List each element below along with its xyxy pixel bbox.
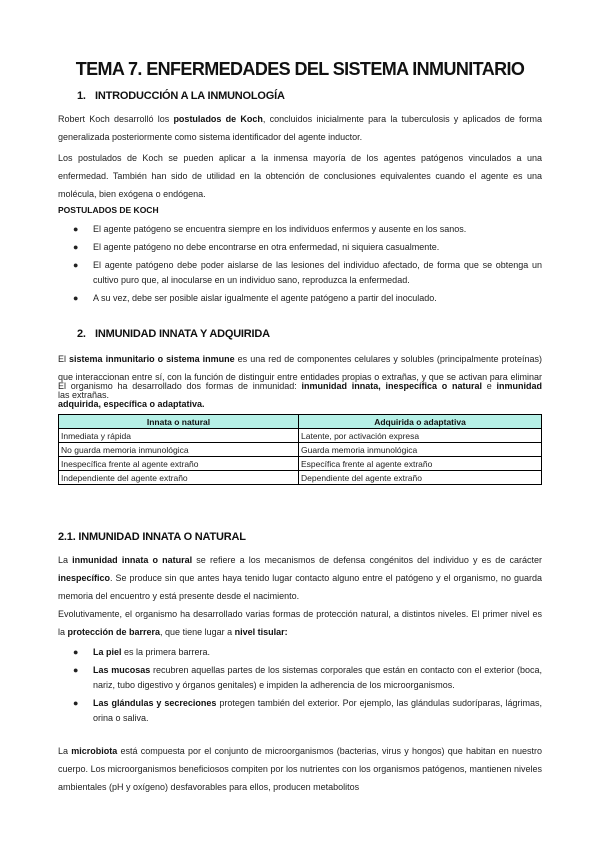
text-run: Evolutivamente, el organismo ha desarrollado varias formas de protección natural, a distintos niveles. El primer nivel es la — [58, 609, 542, 637]
list-item-text: El agente patógeno no debe encontrarse en otra enfermedad, ni siquiera casualmente. — [93, 242, 440, 252]
table-cell: Independiente del agente extraño — [59, 471, 299, 485]
text-run: se refiere a los mecanismos de defensa congénitos del individuo y es de carácter — [192, 555, 542, 565]
section-1-title: INTRODUCCIÓN A LA INMUNOLOGÍA — [95, 90, 285, 102]
text-run: El organismo ha desarrollado dos formas de inmunidad: — [58, 381, 302, 391]
list-item-text: El agente patógeno se encuentra siempre en los individuos enfermos y ausente en los sanos. — [93, 224, 467, 234]
section-2-1-heading: 2.1. INMUNIDAD INNATA O NATURAL — [58, 531, 246, 543]
document-title: TEMA 7. ENFERMEDADES DEL SISTEMA INMUNITARIO — [75, 59, 525, 79]
table-cell: Inespecífica frente al agente extraño — [59, 457, 299, 471]
list-item-text: A su vez, debe ser posible aislar igualmente el agente patógeno a partir del inoculado. — [93, 293, 437, 303]
table-cell: No guarda memoria inmunológica — [59, 443, 299, 457]
table-row — [59, 443, 542, 457]
section-2-1-paragraph-2 — [58, 605, 542, 641]
table-row — [59, 471, 542, 485]
bullet-icon: ● — [73, 665, 79, 675]
table-header-row — [59, 415, 542, 429]
bold-text: La piel — [93, 647, 122, 657]
table-cell: Inmediata y rápida — [59, 429, 299, 443]
bold-text: Las glándulas y secreciones — [93, 698, 217, 708]
text-run: está compuesta por el conjunto de microorganismos (bacterias, virus y hongos) que habitan en nuestro cuerpo. Los microorganismos beneficiosos compiten por los nutrientes con los organismos patógenos, mantienen niveles ambientales (pH y oxígeno) desfavorables para ellos, producen metabolitos — [58, 746, 542, 792]
table-cell: Dependiente del agente extraño — [299, 471, 542, 485]
list-item-text: El agente patógeno debe poder aislarse de las lesiones del individuo afectado, de forma que se obtenga un cultivo puro que, al inocularse en un individuo sano, reproduzca la enfermedad. — [93, 260, 542, 285]
text-run: . Se produce sin que antes haya tenido lugar contacto alguno entre el patógeno y el organismo, no guarda memoria del encuentro y está presente desde el nacimiento. — [58, 573, 542, 601]
bold-text: inmunidad innata o natural — [72, 555, 193, 565]
list-item — [58, 258, 542, 288]
text-run: La — [58, 555, 73, 565]
bold-text: nivel tisular: — [234, 627, 288, 637]
table-cell: Específica frente al agente extraño — [299, 457, 542, 471]
bold-text: sistema inmunitario o sistema inmune — [69, 354, 235, 364]
barreras-list — [58, 645, 542, 729]
text-run: Robert Koch desarrolló los — [58, 114, 174, 124]
list-item — [58, 645, 542, 660]
section-2-number: 2. — [77, 328, 86, 340]
section-2-1-paragraph-3 — [58, 742, 542, 796]
postulados-label: POSTULADOS DE KOCH — [58, 205, 159, 215]
bullet-icon: ● — [73, 260, 79, 270]
section-2-title: INMUNIDAD INNATA Y ADQUIRIDA — [95, 328, 270, 340]
table-row — [59, 457, 542, 471]
table-row — [59, 429, 542, 443]
table-cell: Latente, por activación expresa — [299, 429, 542, 443]
text-run: recubren aquellas partes de los sistemas corporales que están en contacto con el exterior (boca, nariz, tubo digestivo y órganos genitales) e impiden la adherencia de los microorganismos. — [93, 665, 542, 690]
section-1-paragraph-2: Los postulados de Koch se pueden aplicar a la inmensa mayoría de los agentes patógenos vinculados a una enfermedad. También han sido de utilidad en la obtención de conclusiones equivalentes cuando el agente es una molécula, bien exógena o endógena. — [58, 153, 542, 199]
bold-text: inmunidad adquirida, específica o adaptativa. — [58, 381, 542, 409]
table-header-adaptive: Adquirida o adaptativa — [299, 415, 542, 429]
bullet-icon: ● — [73, 224, 79, 234]
bullet-icon: ● — [73, 647, 79, 657]
list-item — [58, 240, 542, 255]
postulados-list — [58, 222, 542, 309]
section-2-paragraph-2 — [58, 377, 542, 413]
list-item — [58, 291, 542, 306]
section-2-heading — [77, 328, 270, 340]
text-run: e — [482, 381, 497, 391]
table-header-innate: Innata o natural — [59, 415, 299, 429]
section-2-1-paragraph-1 — [58, 551, 542, 605]
bullet-icon: ● — [73, 293, 79, 303]
text-run: El — [58, 354, 70, 364]
section-1-number: 1. — [77, 90, 86, 102]
list-item — [58, 696, 542, 726]
text-run: La — [58, 746, 72, 756]
text-run: protegen también del exterior. Por ejemplo, las glándulas sudoríparas, lágrimas, orina o saliva. — [93, 698, 542, 723]
bold-text: Las mucosas — [93, 665, 151, 675]
immunity-comparison-table — [58, 414, 542, 485]
list-item — [58, 222, 542, 237]
section-1-heading — [77, 90, 285, 102]
bold-text: microbiota — [71, 746, 118, 756]
text-run: es una red de componentes celulares y solubles (principalmente proteínas) que interaccionan entre sí, con la función de distinguir entre entidades propias o extrañas, y que se activan para eliminar las extrañas. — [58, 354, 543, 400]
bullet-icon: ● — [73, 698, 79, 708]
text-run: , que tiene lugar a — [160, 627, 235, 637]
bold-text: protección de barrera — [67, 627, 161, 637]
bold-text: inmunidad innata, inespecífica o natural — [301, 381, 483, 391]
section-1-paragraph-1 — [58, 110, 542, 146]
bold-text: inespecífico — [58, 573, 111, 583]
table-cell: Guarda memoria inmunológica — [299, 443, 542, 457]
text-run: , concluidos inicialmente para la tuberculosis y aplicados de forma generalizada posteriormente como sistema identificador del agente inductor. — [58, 114, 542, 142]
text-run: es la primera barrera. — [121, 647, 211, 657]
list-item — [58, 663, 542, 693]
bold-text: postulados de Koch — [173, 114, 263, 124]
bullet-icon: ● — [73, 242, 79, 252]
